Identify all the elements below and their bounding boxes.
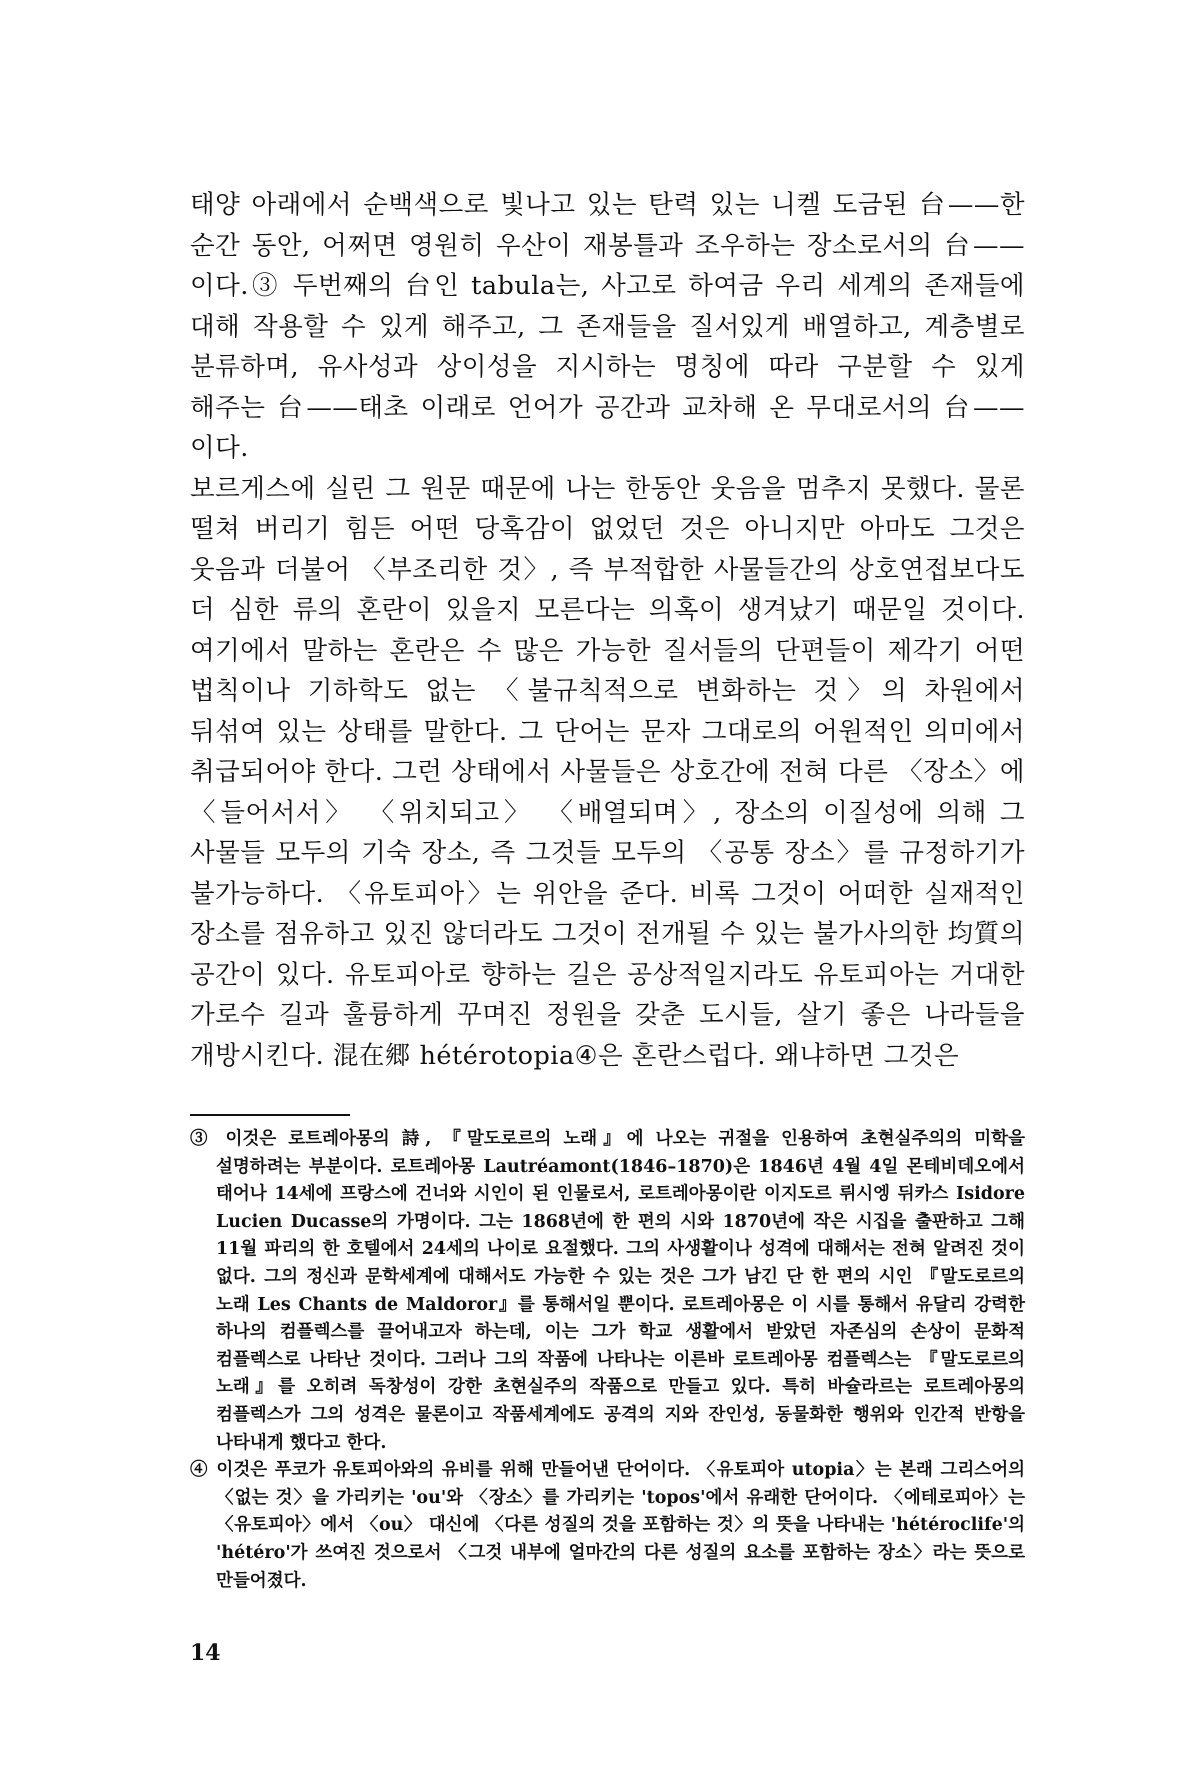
body-paragraph: 보르게스에 실린 그 원문 때문에 나는 한동안 웃음을 멈추지 못했다. 물론 떨쳐 버리기 힘든 어떤 당혹감이 없었던 것은 아니지만 아마도 그것은 웃음과 더불어 〈부조리한 것〉, 즉 부적합한 사물들간의 상호연접보다도 더 심한 류의 혼란이 있을지 모른다는 의혹이 생겨났기 때문일 것이다. 여기에서 말하는 혼란은 수 많은 가능한 질서들의 단편들이 제각기 어떤 법칙이나 기하학도 없는 〈불규칙적으로 변화하는 것〉의 차원에서 뒤섞여 있는 상태를 말한다. 그 단어는 문자 그대로의 어원적인 의미에서 취급되어야 한다. 그런 상태에서 사물들은 상호간에 전혀 다른 〈장소〉에 〈들어서서〉 〈위치되고〉 〈배열되며〉, 장소의 이질성에 의해 그 사물들 모두의 기숙 장소, 즉 그것들 모두의 〈공통 장소〉를 규정하기가 불가능하다. 〈유토피아〉는 위안을 준다. 비록 그것이 어떠한 실재적인 장소를 점유하고 있진 않더라도 그것이 전개될 수 있는 불가사의한 均質의 공간이 있다. 유토피아로 향하는 길은 공상적일지라도 유토피아는 거대한 가로수 길과 훌륭하게 꾸며진 정원을 갖춘 도시들, 살기 좋은 나라들을 개방시킨다. 混在郷 hétérotopia④은 혼란스럽다. 왜냐하면 그것은 — [190, 473, 1025, 1071]
footnote-4: ④ 이것은 푸코가 유토피아와의 유비를 위해 만들어낸 단어이다. 〈유토피아 utopia〉는 본래 그리스어의 〈없는 것〉을 가리키는 'ou'와 〈장소〉를 가리키는 'topos'에서 유래한 단어이다. 〈에테로피아〉는 〈유토피아〉에서 〈ou〉 대신에 〈다른 성질의 것을 포함하는 것〉의 뜻을 나타내는 'hétéroclife'의 'hétéro'가 쓰여진 것으로서 〈그것 내부에 얼마간의 다른 성질의 요소를 포함하는 장소〉라는 뜻으로 만들어졌다. — [190, 1460, 1025, 1591]
footnotes — [190, 1126, 1025, 1595]
body-paragraph: 태양 아래에서 순백색으로 빛나고 있는 탄력 있는 니켈 도금된 台——한 순간 동안, 어쩌면 영원히 우산이 재봉틀과 조우하는 장소로서의 台——이다.③ 두번째의 台인 tabula는, 사고로 하여금 우리 세계의 존재들에 대해 작용할 수 있게 해주고, 그 존재들을 질서있게 배열하고, 계층별로 분류하며, 유사성과 상이성을 지시하는 명칭에 따라 구분할 수 있게 해주는 台——태초 이래로 언어가 공간과 교차해 온 무대로서의 台——이다. — [190, 190, 1025, 463]
body-text — [190, 185, 1025, 1076]
page-number: 14 — [190, 1640, 221, 1666]
page-content — [190, 185, 1025, 1595]
footnote-3: ③ 이것은 로트레아몽의 詩, 『말도로르의 노래』에 나오는 귀절을 인용하여 초현실주의의 미학을 설명하려는 부분이다. 로트레아몽 Lautréamont(1846–1870)은 1846년 4월 4일 몬테비데오에서 태어나 14세에 프랑스에 건너와 시인이 된 인물로서, 로트레아몽이란 이지도르 뤼시엥 뒤카스 Isidore Lucien Ducasse의 가명이다. 그는 1868년에 한 편의 시와 1870년에 작은 시집을 출판하고 그해 11월 파리의 한 호텔에서 24세의 나이로 요절했다. 그의 사생활이나 성격에 대해서는 전혀 알려진 것이 없다. 그의 정신과 문학세계에 대해서도 가능한 수 있는 것은 그가 남긴 단 한 편의 시인 『말도로르의 노래 Les Chants de Maldoror』를 통해서일 뿐이다. 로트레아몽은 이 시를 통해서 유달리 강력한 하나의 컴플렉스를 끌어내고자 하는데, 이는 그가 학교 생활에서 받았던 자존심의 손상이 문화적 컴플렉스로 나타난 것이다. 그러나 그의 작품에 나타나는 이른바 로트레아몽 컴플렉스는 『말도로르의 노래』를 오히려 독창성이 강한 초현실주의 작품으로 만들고 있다. 특히 바슐라르는 로트레아몽의 컴플렉스가 그의 성격은 물론이고 작품세계에도 공격의 지와 잔인성, 동물화한 행위와 인간적 반항을 나타내게 했다고 한다. — [190, 1129, 1025, 1453]
footnote-divider — [190, 1114, 350, 1116]
